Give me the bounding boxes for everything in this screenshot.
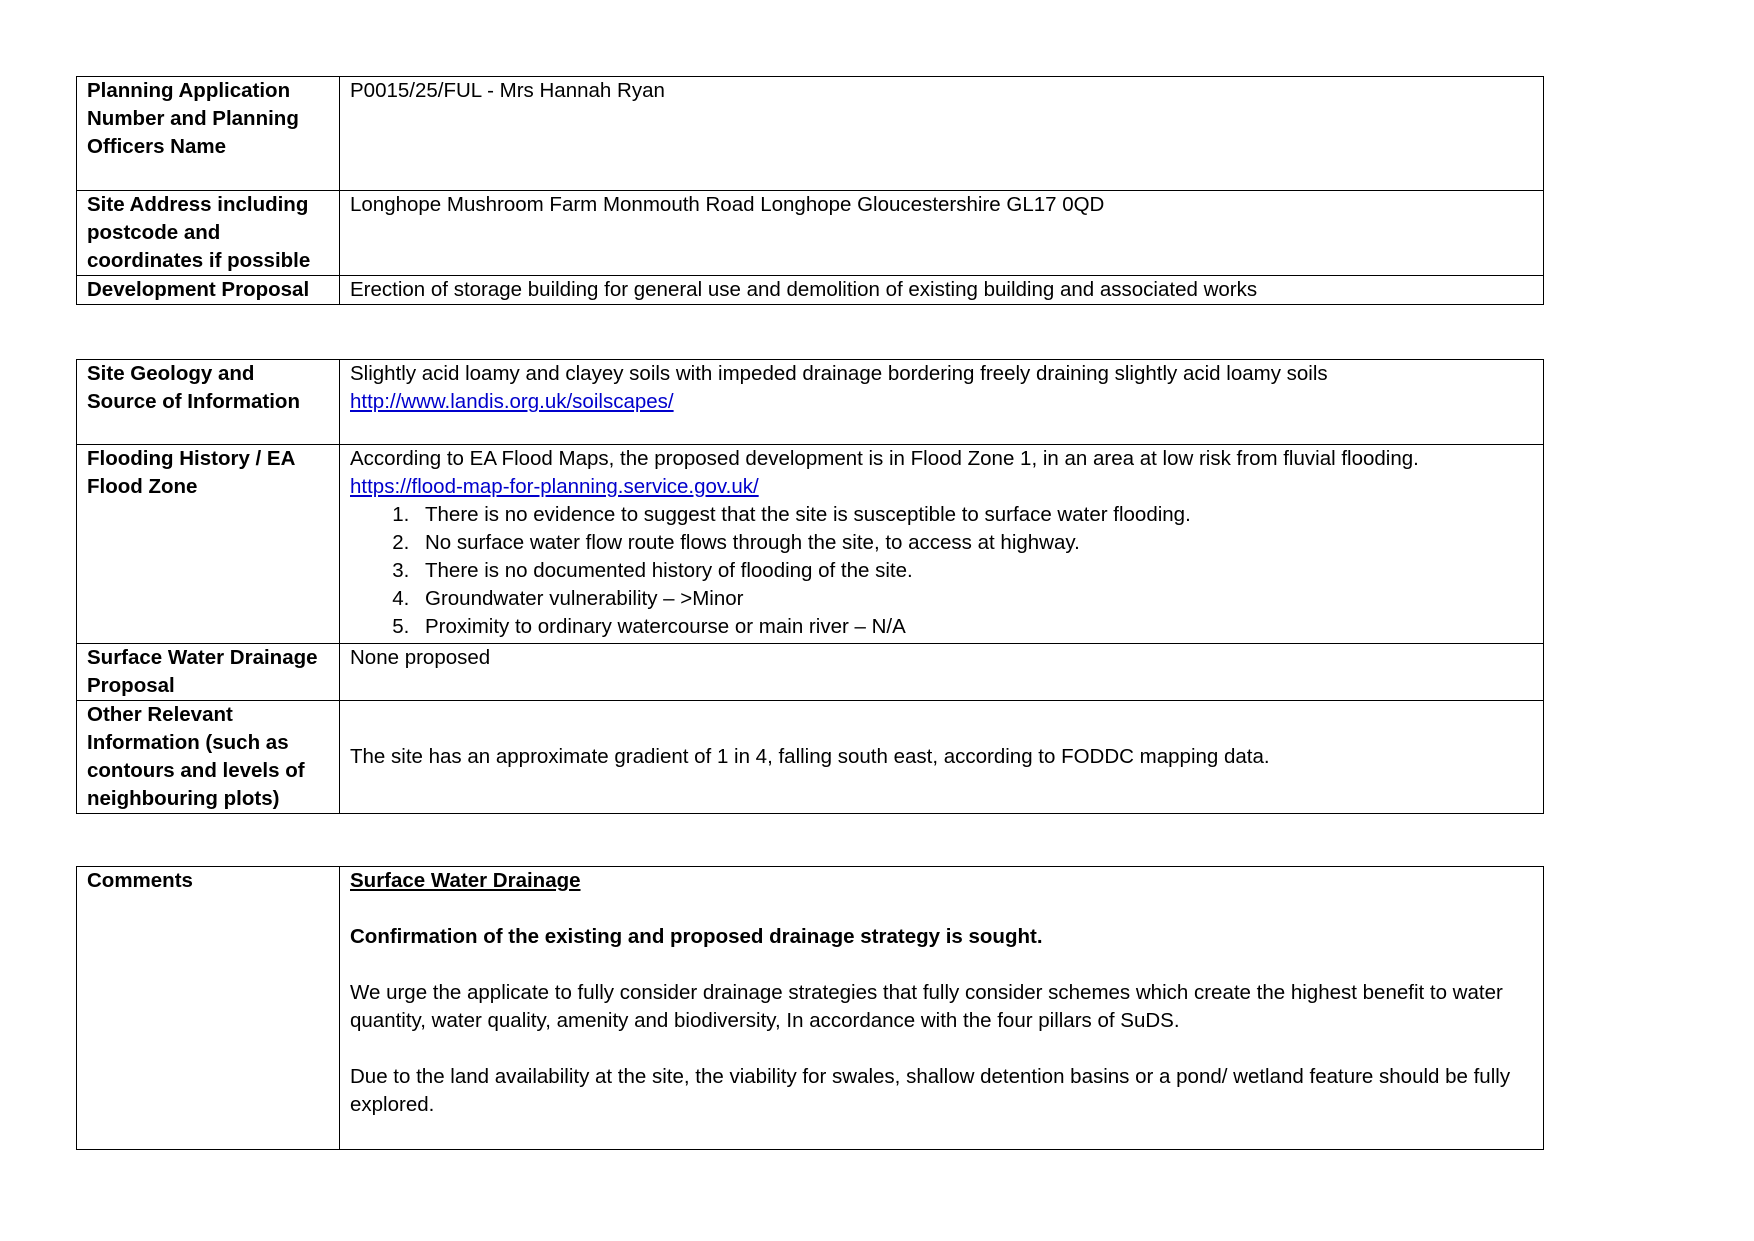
table-row [77, 77, 1544, 191]
list-item: 3. There is no documented history of flooding of the site. [415, 557, 1533, 585]
list-item: 4. Groundwater vulnerability – >Minor [415, 585, 1533, 613]
surface-water-drainage-value: None proposed [340, 644, 1544, 701]
flooding-history-label: Flooding History / EA Flood Zone [77, 445, 340, 644]
flooding-history-value [340, 445, 1544, 644]
comments-paragraph-1: We urge the applicate to fully consider drainage strategies that fully consider schemes which create the highest benefit to water quantity, water quality, amenity and biodiversity, In accordance with the four pillars of SuDS. [350, 981, 1503, 1032]
other-information-label: Other Relevant Information (such as contours and levels of neighbouring plots) [77, 701, 340, 814]
list-item: 5. Proximity to ordinary watercourse or main river – N/A [415, 613, 1533, 641]
surface-water-drainage-label: Surface Water Drainage Proposal [77, 644, 340, 701]
site-address-value: Longhope Mushroom Farm Monmouth Road Longhope Gloucestershire GL17 0QD [340, 191, 1544, 276]
comments-label: Comments [77, 867, 340, 1150]
soilscapes-link[interactable]: http://www.landis.org.uk/soilscapes/ [350, 390, 674, 413]
list-item: 1. There is no evidence to suggest that the site is susceptible to surface water flooding. [415, 501, 1533, 529]
development-proposal-value: Erection of storage building for general use and demolition of existing building and associated works [340, 276, 1544, 305]
table-row [77, 360, 1544, 445]
list-item: 2. No surface water flow route flows through the site, to access at highway. [415, 529, 1533, 557]
development-proposal-label: Development Proposal [77, 276, 340, 305]
table-row [77, 276, 1544, 305]
application-details-table [76, 76, 1544, 305]
table-row [77, 867, 1544, 1150]
site-information-table [76, 359, 1544, 814]
site-geology-label: Site Geology and Source of Information [77, 360, 340, 445]
comments-table [76, 866, 1544, 1150]
comments-heading: Surface Water Drainage [350, 869, 581, 892]
application-number-value: P0015/25/FUL - Mrs Hannah Ryan [340, 77, 1544, 191]
comments-paragraph-2: Due to the land availability at the site, the viability for swales, shallow detention basins or a pond/ wetland feature should be fully explored. [350, 1065, 1511, 1116]
comments-bold-statement: Confirmation of the existing and proposed drainage strategy is sought. [350, 925, 1043, 948]
site-address-label: Site Address including postcode and coordinates if possible [77, 191, 340, 276]
comments-value [340, 867, 1544, 1150]
site-geology-text: Slightly acid loamy and clayey soils with impeded drainage bordering freely draining slightly acid loamy soils [350, 362, 1328, 385]
other-information-value: The site has an approximate gradient of 1 in 4, falling south east, according to FODDC mapping data. [340, 701, 1544, 814]
table-row [77, 701, 1544, 814]
table-row [77, 191, 1544, 276]
flooding-findings-list [350, 501, 1533, 641]
table-row [77, 445, 1544, 644]
application-number-label: Planning Application Number and Planning Officers Name [77, 77, 340, 191]
table-row [77, 644, 1544, 701]
site-geology-value [340, 360, 1544, 445]
flooding-history-text: According to EA Flood Maps, the proposed development is in Flood Zone 1, in an area at low risk from fluvial flooding. [350, 447, 1419, 470]
flood-map-link[interactable]: https://flood-map-for-planning.service.gov.uk/ [350, 475, 759, 498]
